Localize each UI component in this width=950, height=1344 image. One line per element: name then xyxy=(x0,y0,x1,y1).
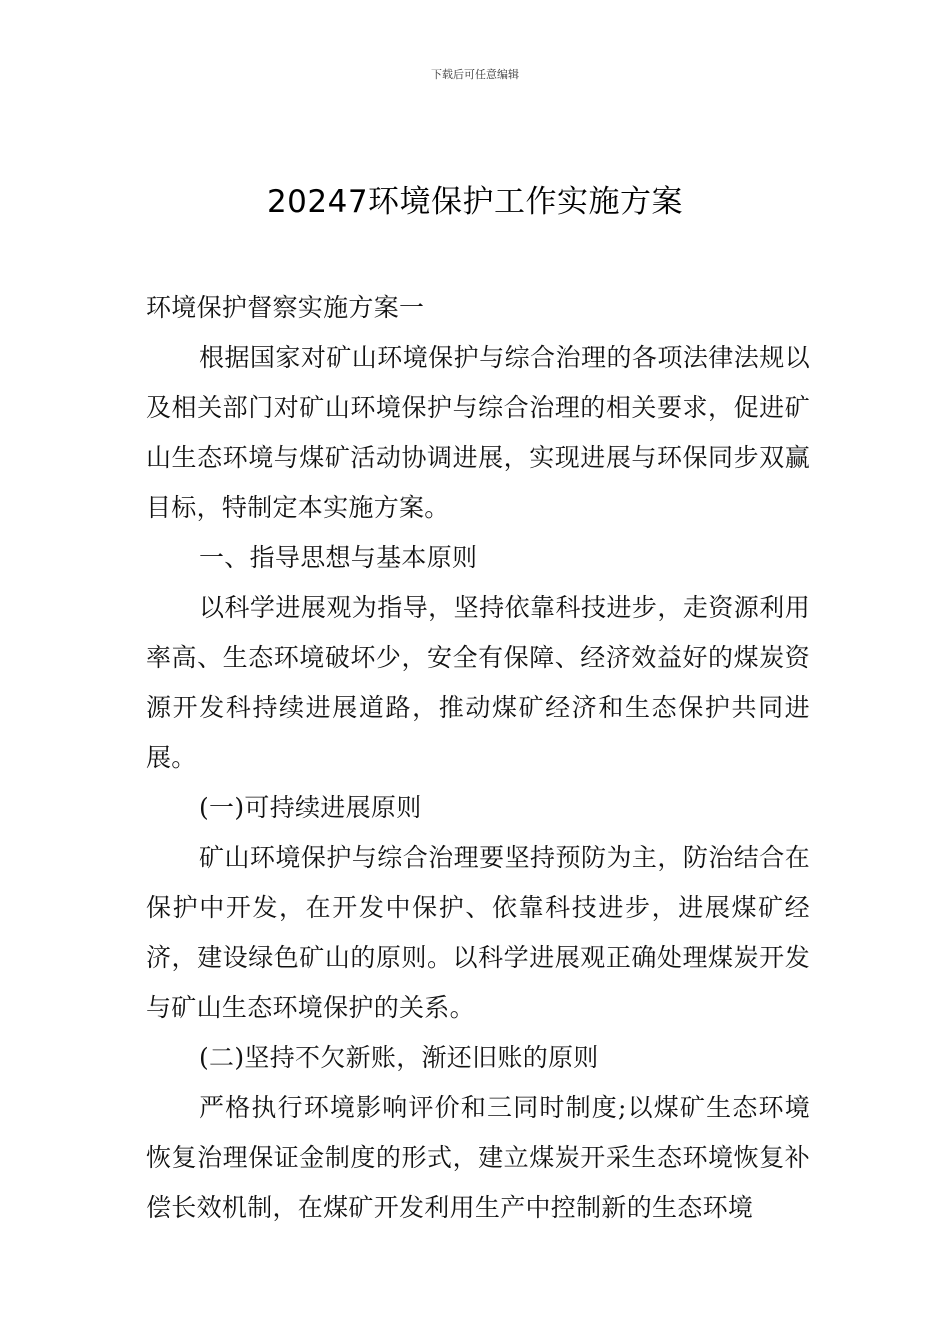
page-header-note: 下载后可任意编辑 xyxy=(431,68,519,81)
document-body xyxy=(146,283,810,1233)
subheading: (一)可持续进展原则 xyxy=(199,793,422,822)
paragraph: 根据国家对矿山环境保护与综合治理的各项法律法规以及相关部门对矿山环境保护与综合治理的相关要求，促进矿山生态环境与煤矿活动协调进展，实现进展与环保同步双赢目标，特制定本实施方案。 xyxy=(146,343,810,522)
paragraph: 严格执行环境影响评价和三同时制度;以煤矿生态环境恢复治理保证金制度的形式，建立煤炭开采生态环境恢复补偿长效机制，在煤矿开发利用生产中控制新的生态环境 xyxy=(146,1093,810,1222)
subheading: (二)坚持不欠新账，渐还旧账的原则 xyxy=(199,1043,599,1072)
paragraph: 以科学进展观为指导，坚持依靠科技进步，走资源利用率高、生态环境破坏少，安全有保障、经济效益好的煤炭资源开发科持续进展道路，推动煤矿经济和生态保护共同进展。 xyxy=(146,593,810,772)
subheading: 一、指导思想与基本原则 xyxy=(199,543,478,572)
document-title: 20247环境保护工作实施方案 xyxy=(266,184,684,220)
paragraph: 矿山环境保护与综合治理要坚持预防为主，防治结合在保护中开发，在开发中保护、依靠科技进步，进展煤矿经济，建设绿色矿山的原则。以科学进展观正确处理煤炭开发与矿山生态环境保护的关系。 xyxy=(146,843,810,1022)
section-heading: 环境保护督察实施方案一 xyxy=(146,293,425,322)
